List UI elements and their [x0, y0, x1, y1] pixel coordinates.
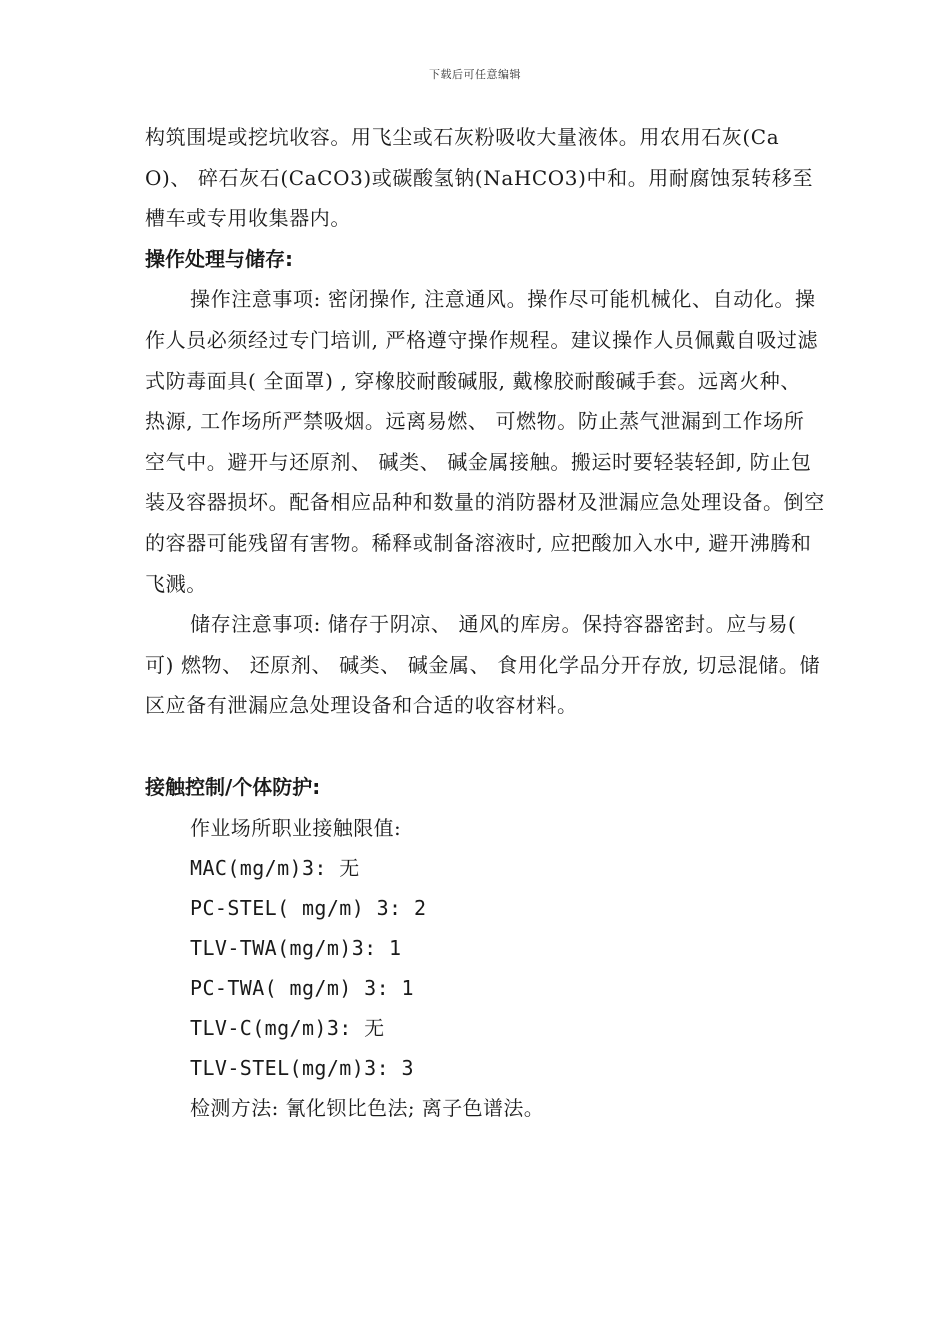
page-header: 下载后可任意编辑: [429, 68, 521, 81]
detection-method: 检测方法: 氰化钡比色法; 离子色谱法。: [190, 1095, 545, 1120]
exposure-limits-list: [145, 808, 825, 1128]
section-spacer: [145, 726, 825, 767]
limit-tlv-c: TLV-C(mg/m)3: 无: [190, 1015, 385, 1040]
limit-pc-stel: PC-STEL( mg/m) 3: 2: [190, 895, 427, 920]
operation-notes-paragraph: 操作注意事项: 密闭操作, 注意通风。操作尽可能机械化、自动化。操作人员必须经过专门培训, 严格遵守操作规程。建议操作人员佩戴自吸过滤式防毒面具( 全面罩) , 穿橡胶耐酸碱服, 戴橡胶耐酸碱手套。远离火种、 热源, 工作场所严禁吸烟。远离易燃、 可燃物。防止蒸气泄漏到工作场所空气中。避开与还原剂、 碱类、 碱金属接触。搬运时要轻装轻卸, 防止包装及容器损坏。配备相应品种和数量的消防器材及泄漏应急处理设备。倒空的容器可能残留有害物。稀释或制备溶液时, 应把酸加入水中, 避开沸腾和飞溅。: [145, 287, 825, 596]
leak-handling-paragraph: 构筑围堤或挖坑收容。用飞尘或石灰粉吸收大量液体。用农用石灰(CaO)、 碎石灰石(CaCO3)或碳酸氢钠(NaHCO3)中和。用耐腐蚀泵转移至槽车或专用收集器内。: [145, 125, 814, 231]
exposure-control-heading: 接触控制/个体防护:: [145, 774, 321, 799]
limit-pc-twa: PC-TWA( mg/m) 3: 1: [190, 975, 414, 1000]
limit-mac: MAC(mg/m)3: 无: [190, 855, 360, 880]
handling-storage-heading: 操作处理与储存:: [145, 246, 293, 271]
document-body: [145, 117, 825, 1128]
limit-tlv-stel: TLV-STEL(mg/m)3: 3: [190, 1055, 414, 1080]
storage-notes-paragraph: 储存注意事项: 储存于阴凉、 通风的库房。保持容器密封。应与易( 可) 燃物、 还原剂、 碱类、 碱金属、 食用化学品分开存放, 切忌混储。储区应备有泄漏应急处理设备和合适的收容材料。: [145, 612, 821, 718]
limits-title: 作业场所职业接触限值:: [190, 815, 402, 840]
limit-tlv-twa: TLV-TWA(mg/m)3: 1: [190, 935, 402, 960]
